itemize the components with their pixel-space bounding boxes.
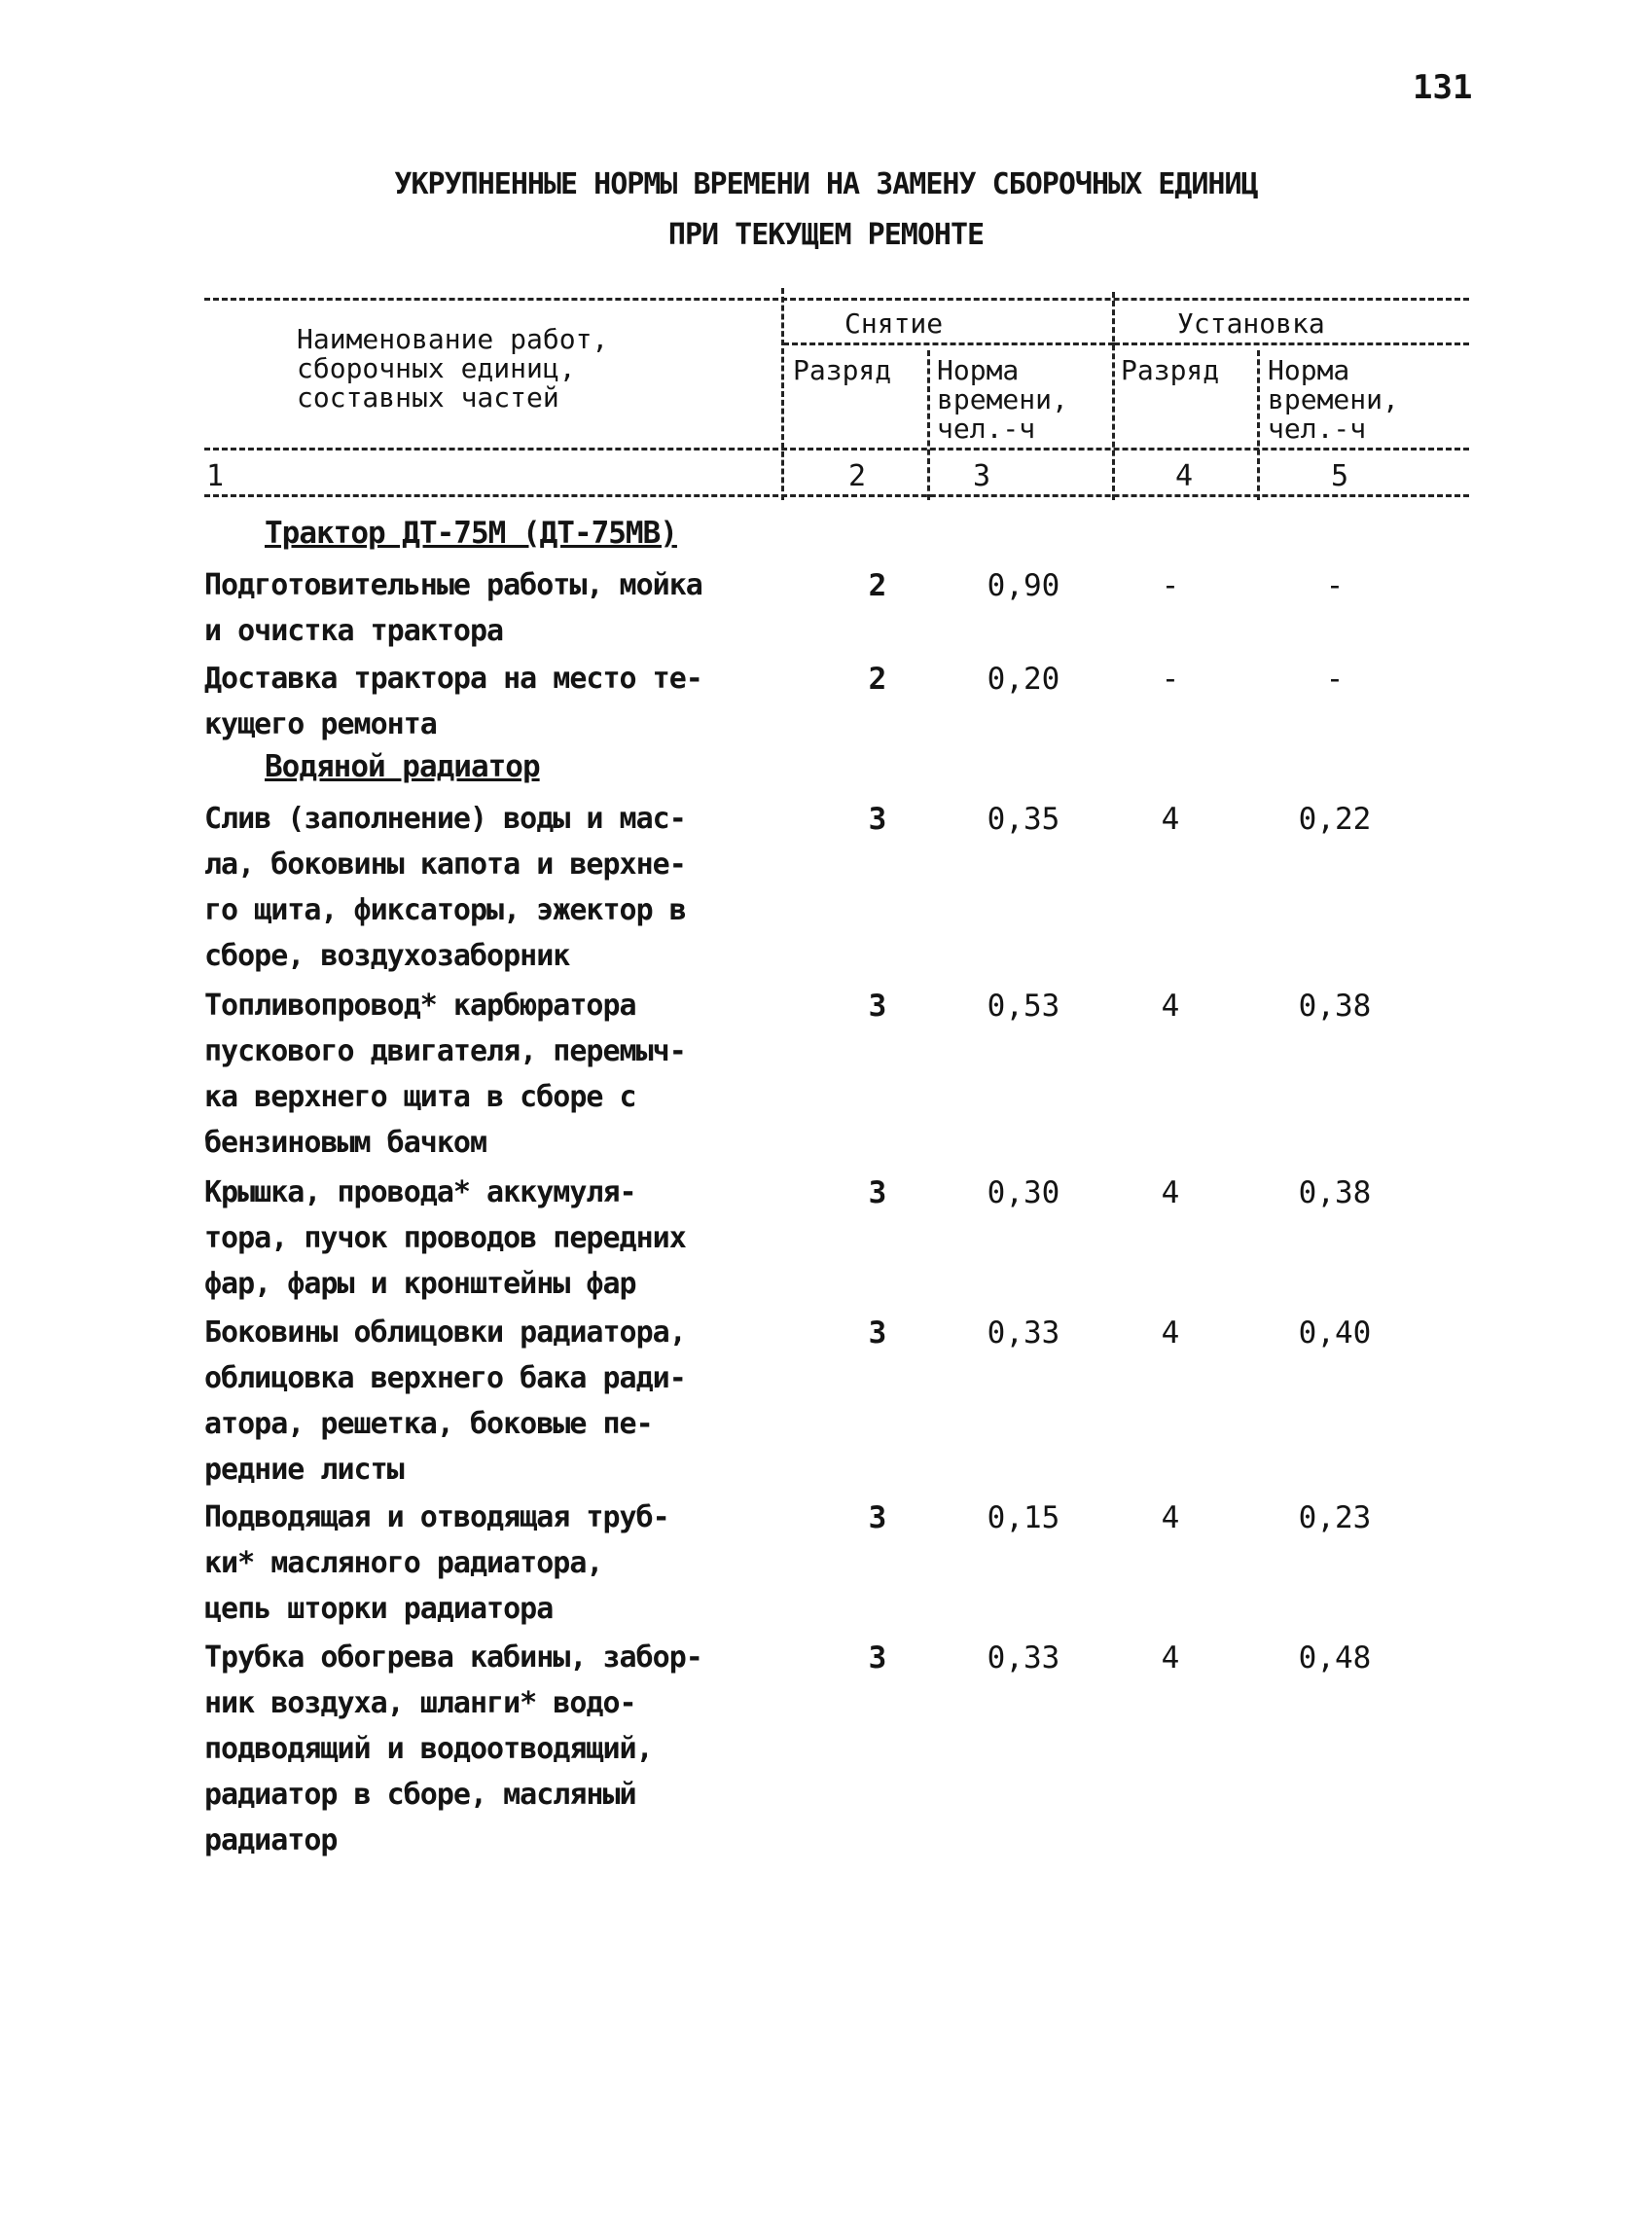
- header-norm-install: Норма времени, чел.-ч: [1268, 354, 1399, 445]
- col-number-1: 1: [206, 459, 225, 493]
- install-norm: 0,23: [1298, 1500, 1372, 1535]
- header-install: Установка: [1177, 307, 1325, 340]
- row-name: Крышка, провода* аккумуля- тора, пучок проводов передних фар, фары и кронштейны фар: [204, 1175, 686, 1301]
- removal-rank: 3: [868, 802, 887, 837]
- row-name: Слив (заполнение) воды и мас- ла, боковины капота и верхне- го щита, фиксаторы, эжектор в сборе, воздухозаборник: [204, 802, 686, 973]
- col-divider-4: [1257, 350, 1260, 500]
- header-norm-removal: Норма времени, чел.-ч: [937, 354, 1068, 445]
- section-title: Водяной радиатор: [265, 749, 540, 784]
- install-norm: -: [1325, 568, 1345, 603]
- removal-rank: 3: [868, 989, 887, 1024]
- col-number-4: 4: [1175, 459, 1194, 493]
- removal-norm: 0,35: [987, 802, 1060, 837]
- install-norm: 0,40: [1298, 1315, 1372, 1351]
- numbers-bottom-rule: [204, 494, 1469, 497]
- row-name: Подготовительные работы, мойка и очистка трактора: [204, 568, 702, 648]
- install-norm: 0,22: [1298, 802, 1372, 837]
- col-number-5: 5: [1331, 459, 1349, 493]
- col-number-3: 3: [973, 459, 991, 493]
- install-rank: -: [1161, 568, 1180, 603]
- removal-norm: 0,30: [987, 1175, 1060, 1210]
- install-rank: 4: [1161, 1640, 1180, 1676]
- removal-norm: 0,33: [987, 1315, 1060, 1351]
- row-name: Доставка трактора на место те- кущего ремонта: [204, 662, 702, 741]
- install-norm: -: [1325, 662, 1345, 697]
- page-number: 131: [1413, 68, 1473, 107]
- removal-norm: 0,20: [987, 662, 1060, 697]
- install-rank: -: [1161, 662, 1180, 697]
- header-rank-removal: Разряд: [793, 354, 892, 386]
- page-title: УКРУПНЕННЫЕ НОРМЫ ВРЕМЕНИ НА ЗАМЕНУ СБОРОЧНЫХ ЕДИНИЦ: [394, 167, 1258, 201]
- removal-rank: 3: [868, 1315, 887, 1351]
- row-name: Боковины облицовки радиатора, облицовка верхнего бака ради- атора, решетка, боковые пе- редние листы: [204, 1315, 686, 1487]
- removal-norm: 0,15: [987, 1500, 1060, 1535]
- install-rank: 4: [1161, 989, 1180, 1024]
- header-bottom-rule: [204, 448, 1469, 450]
- header-rank-install: Разряд: [1121, 354, 1220, 386]
- install-rank: 4: [1161, 1175, 1180, 1210]
- install-rank: 4: [1161, 1500, 1180, 1535]
- removal-norm: 0,53: [987, 989, 1060, 1024]
- install-rank: 4: [1161, 802, 1180, 837]
- section-title: Трактор ДТ-75М (ДТ-75МВ): [265, 516, 677, 551]
- header-removal: Снятие: [844, 307, 944, 340]
- removal-rank: 3: [868, 1500, 887, 1535]
- install-norm: 0,38: [1298, 989, 1372, 1024]
- removal-group-rule: [783, 342, 1114, 345]
- row-name: Трубка обогрева кабины, забор- ник воздуха, шланги* водо- подводящий и водоотводящий, радиатор в сборе, масляный радиатор: [204, 1640, 702, 1857]
- removal-norm: 0,90: [987, 568, 1060, 603]
- header-name-col: Наименование работ, сборочных единиц, составных частей: [297, 323, 609, 414]
- removal-norm: 0,33: [987, 1640, 1060, 1676]
- row-name: Подводящая и отводящая труб- ки* масляного радиатора, цепь шторки радиатора: [204, 1500, 669, 1626]
- removal-rank: 2: [868, 568, 887, 603]
- col-number-2: 2: [848, 459, 867, 493]
- removal-rank: 3: [868, 1640, 887, 1676]
- page-subtitle: ПРИ ТЕКУЩЕМ РЕМОНТЕ: [667, 218, 985, 252]
- row-name: Топливопровод* карбюратора пускового двигателя, перемыч- ка верхнего щита в сборе с бензиновым бачком: [204, 989, 686, 1160]
- removal-rank: 2: [868, 662, 887, 697]
- col-divider-2: [927, 350, 930, 500]
- table-top-rule: [204, 298, 1469, 301]
- install-norm: 0,48: [1298, 1640, 1372, 1676]
- install-norm: 0,38: [1298, 1175, 1372, 1210]
- removal-rank: 3: [868, 1175, 887, 1210]
- col-divider-3: [1112, 292, 1115, 500]
- install-group-rule: [1114, 342, 1469, 345]
- col-divider-1: [781, 288, 784, 500]
- install-rank: 4: [1161, 1315, 1180, 1351]
